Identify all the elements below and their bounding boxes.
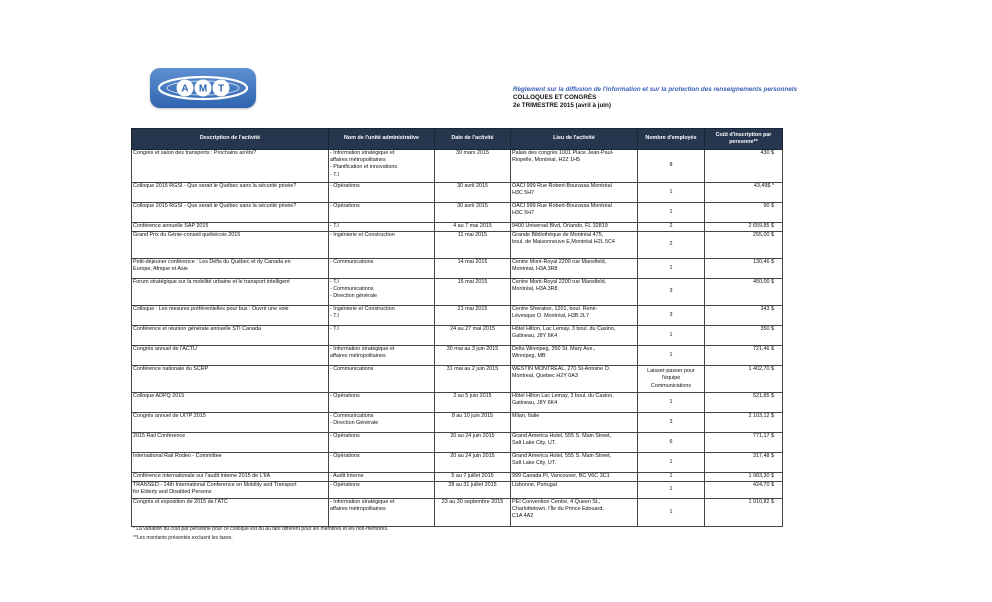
header-subtitle: Règlement sur la diffusion de l'information et sur la protection des renseignements personnels [513, 86, 798, 93]
table-row [132, 393, 783, 413]
col-header-place: Lieu de l'activité [511, 129, 638, 150]
cell-desc: Conférence internationale sur l'audit interne 2015 de L'IIA [132, 473, 329, 482]
cell-unit: - Audit Interne [329, 473, 435, 482]
cell-place: Grand America Hotel, 555 S. Main Street, Salt Lake City, UT. [511, 453, 638, 473]
cell-cost: 430 $ [705, 150, 783, 183]
cell-cost: 350 $ [705, 326, 783, 346]
cell-employees: 1 [638, 183, 705, 203]
cell-unit: - Opérations [329, 453, 435, 473]
cell-unit: - Opérations [329, 393, 435, 413]
cell-date: 20 au 24 juin 2015 [435, 433, 511, 453]
cell-date: 28 au 31 juillet 2015 [435, 482, 511, 499]
cell-employees: 1 [638, 482, 705, 499]
cell-place: Milan, Italie [511, 413, 638, 433]
cell-date: 21 mai 2015 [435, 306, 511, 326]
cell-desc: Conférence et réunion générale annuelle STI Canada [132, 326, 329, 346]
table-row [132, 203, 783, 223]
cell-cost: 521,85 $ [705, 393, 783, 413]
cell-unit: - Communications [329, 259, 435, 279]
amt-logo-mark [150, 68, 256, 108]
cell-unit: - Communications [329, 366, 435, 393]
cell-employees: Laisser-passer pour l'équipe Communications [638, 366, 705, 393]
footnotes [133, 525, 388, 543]
cell-desc: Grand Prix du Génie-conseil québécois 2015 [132, 232, 329, 259]
cell-cost: 90 $ [705, 203, 783, 223]
cell-employees: 1 [638, 393, 705, 413]
cell-date: 14 mai 2015 [435, 259, 511, 279]
cell-place: WESTIN MONTRÉAL, 270 St-Antoine O. Montreal, Quebec H2Y 0A3 [511, 366, 638, 393]
cell-unit: - Information stratégique et affaires métropolitaines - Planification et innovations - T.I [329, 150, 435, 183]
cell-place: Hôtel Hilton, Lac Lemay, 3 boul. du Casino, Gatineau, J8Y 6K4 [511, 326, 638, 346]
cell-place: OACI 999 Rue Robert-Bourassa Montréal H3C 5H7 [511, 183, 638, 203]
cell-desc: Congrès et exposition de 2015 de l'ATC [132, 499, 329, 527]
logo-letter-a: A [181, 83, 189, 95]
cell-cost: 1 983,30 $ [705, 473, 783, 482]
cell-unit: - T.I [329, 326, 435, 346]
table-row [132, 326, 783, 346]
table-row [132, 223, 783, 232]
logo-letter-t: T [217, 83, 225, 95]
cell-desc: Congrès et salon des transports : Prochains arrêts? [132, 150, 329, 183]
cell-date: 23 au 30 septembre 2015 [435, 499, 511, 527]
cell-employees: 1 [638, 473, 705, 482]
cell-date: 15 mai 2015 [435, 279, 511, 306]
table-row [132, 259, 783, 279]
footnote-2: **Les montants présentés excluent les taxes. [133, 535, 233, 541]
cell-unit: - Opérations [329, 183, 435, 203]
cell-desc: Colloque ADPQ 2015 [132, 393, 329, 413]
footnote-1: * La variation du coût par personne pour ce colloque est dû au tarif différent pour les membres et les non-membres. [133, 526, 389, 532]
table-body [132, 150, 783, 527]
table-row [132, 482, 783, 499]
cell-cost: 343 $ [705, 306, 783, 326]
header-period: 2e TRIMESTRE 2015 (avril à juin) [513, 102, 611, 110]
cell-unit: - Opérations [329, 203, 435, 223]
cell-place: Grand America Hotel, 555 S. Main Street, Salt Lake City, UT. [511, 433, 638, 453]
cell-date: 31 mai au 2 juin 2015 [435, 366, 511, 393]
document-header [513, 86, 797, 111]
cell-desc: Conférence nationale du SCRP [132, 366, 329, 393]
col-header-unit: Nom de l'unité administrative [329, 129, 435, 150]
cell-cost: 771,17 $ [705, 433, 783, 453]
cell-desc: Forum stratégique sur la mobilité urbaine et le transport intelligent [132, 279, 329, 306]
cell-desc: Congrès annuel de UITP 2015 [132, 413, 329, 433]
cell-employees: 2 [638, 232, 705, 259]
cell-employees: 6 [638, 433, 705, 453]
cell-employees: 3 [638, 413, 705, 433]
cell-cost: 1 402,70 $ [705, 366, 783, 393]
table-row [132, 346, 783, 366]
amt-logo [150, 68, 256, 108]
cell-desc: Colloque 2015 RGSI - Que serait le Québec sans la sécurité privée? [132, 183, 329, 203]
cell-date: 30 avril 2015 [435, 183, 511, 203]
table-row [132, 279, 783, 306]
cell-date: 30 mars 2015 [435, 150, 511, 183]
activities-table [131, 128, 783, 527]
cell-date: 30 avril 2015 [435, 203, 511, 223]
cell-employees: 3 [638, 306, 705, 326]
cell-date: 2 au 5 juin 2015 [435, 393, 511, 413]
cell-unit: - Opérations [329, 482, 435, 499]
cell-place: Centre Mont-Royal 2200 rue Mansfield, Montréal, H3A 3R8 [511, 279, 638, 306]
table-row [132, 413, 783, 433]
cell-unit: - Communications - Direction Générale [329, 413, 435, 433]
header-title: COLLOQUES ET CONGRÈS [513, 94, 597, 102]
cell-employees: 1 [638, 453, 705, 473]
cell-unit: - Opérations [329, 433, 435, 453]
cell-desc: Conférence annuelle SAP 2015 [132, 223, 329, 232]
col-header-description: Description de l'activité [132, 129, 329, 150]
cell-employees: 3 [638, 279, 705, 306]
cell-cost: 450,00 $ [705, 279, 783, 306]
cell-employees: 1 [638, 203, 705, 223]
cell-place: Delta Winnipeg, 350 St. Mary Ave., Winnipeg, MB [511, 346, 638, 366]
cell-unit: - Information stratégique et affaires métropolitaines [329, 346, 435, 366]
cell-unit: - T.I - Communications - Direction générale [329, 279, 435, 306]
cell-place: Lisbonne, Portugal [511, 482, 638, 499]
cell-cost: 317,48 $ [705, 453, 783, 473]
table-row [132, 366, 783, 393]
col-header-cost: Coût d'inscription par personne** [705, 129, 783, 150]
cell-place: Palais des congrès 1001 Place Jean-Paul- Riopelle, Montréal, H2Z 1H5 [511, 150, 638, 183]
cell-employees: 1 [638, 259, 705, 279]
table-row [132, 150, 783, 183]
cell-unit: - Ingénierie et Construction - T.I [329, 306, 435, 326]
cell-unit: - T.I [329, 223, 435, 232]
cell-place: Centre Mont-Royal 2200 rue Mansfield, Montréal, H3A 3R8 [511, 259, 638, 279]
cell-cost: 2 103,12 $ [705, 413, 783, 433]
cell-date: 20 au 24 juin 2015 [435, 453, 511, 473]
cell-place: 9400 Universal Blvd, Orlando, FL 32819 [511, 223, 638, 232]
cell-date: 30 mai au 3 juin 2015 [435, 346, 511, 366]
cell-date: 4 au 7 mai 2015 [435, 223, 511, 232]
table-row [132, 183, 783, 203]
cell-cost: 424,70 $ [705, 482, 783, 499]
cell-desc: International Rail Rodeo - Committee [132, 453, 329, 473]
cell-desc: Colloque : Les mesures préférentielles pour bus : Ouvrir une voie [132, 306, 329, 326]
cell-employees: 2 [638, 223, 705, 232]
cell-place: PEI Convention Centre, 4 Queen St., Charlottetown, l'Île du Prince Edouard, C1A 4A2 [511, 499, 638, 527]
cell-desc: 2015 Rail Conference [132, 433, 329, 453]
table-row [132, 473, 783, 482]
logo-letter-m: M [198, 83, 208, 95]
col-header-employees: Nombre d'employés [638, 129, 705, 150]
cell-date: 5 au 7 juillet 2015 [435, 473, 511, 482]
cell-desc: Petit-déjeuner conférence : Les Défis du Québec et dy Canada en Europe, Afrique et Asie [132, 259, 329, 279]
table-header-row [132, 129, 783, 150]
table-row [132, 433, 783, 453]
cell-cost: 255,00 $ [705, 232, 783, 259]
col-header-date: Date de l'activité [435, 129, 511, 150]
cell-employees: 1 [638, 346, 705, 366]
cell-cost: 1 010,82 $ [705, 499, 783, 527]
cell-desc: Congrès annuel de l'ACTU [132, 346, 329, 366]
cell-place: Centre Sheraton, 1201, boul. René- Lévesque O. Montréal, H3B 2L7 [511, 306, 638, 326]
cell-date: 8 au 10 juin 2015 [435, 413, 511, 433]
table-row [132, 306, 783, 326]
cell-employees: 8 [638, 150, 705, 183]
cell-cost: 2 659,85 $ [705, 223, 783, 232]
table-row [132, 453, 783, 473]
cell-cost: 721,46 $ [705, 346, 783, 366]
cell-place: Grande Bibliothèque de Montréal 475, boul. de Maisonneuve E,Montréal H2L 5C4 [511, 232, 638, 259]
cell-unit: - Ingénierie et Construction [329, 232, 435, 259]
cell-place: Hôtel Hilton Lac Lemay, 3 boul. du Casino, Gatineau, J8Y 6K4 [511, 393, 638, 413]
cell-desc: Colloque 2015 RGSI - Que serait le Québec sans la sécurité privée? [132, 203, 329, 223]
cell-cost: 43,49$ * [705, 183, 783, 203]
cell-place: 999 Canada Pl, Vancouver, BC V6C 3C1 [511, 473, 638, 482]
table-row [132, 232, 783, 259]
cell-unit: - Information stratégique et affaires métropolitaines [329, 499, 435, 527]
cell-place: OACI 999 Rue Robert-Bourassa Montréal H3C 5H7 [511, 203, 638, 223]
cell-date: 11 mai 2015 [435, 232, 511, 259]
cell-cost: 130,46 $ [705, 259, 783, 279]
table-row [132, 499, 783, 527]
cell-employees: 1 [638, 326, 705, 346]
cell-date: 24 au 27 mai 2015 [435, 326, 511, 346]
cell-employees: 1 [638, 499, 705, 527]
cell-desc: TRANSED - 14th International Conference on Mobility and Transport for Elderly and Disabled Persons [132, 482, 329, 499]
